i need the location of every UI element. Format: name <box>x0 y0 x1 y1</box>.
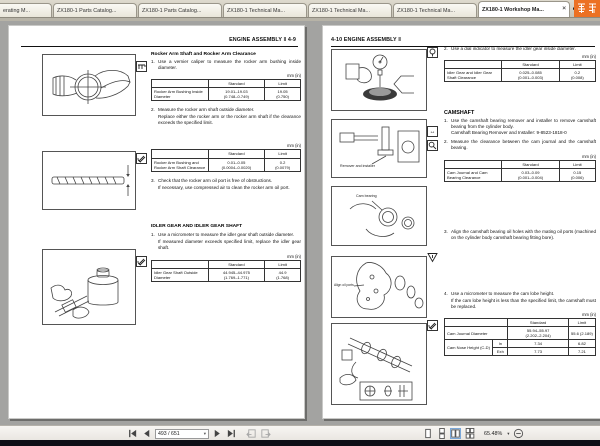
sub-label: In <box>493 340 508 348</box>
step-note: If necessary, use compressed air to clean the rocker arm oil port. <box>158 184 290 190</box>
cam-lobe-micrometer-drawing <box>332 324 426 404</box>
step-number: 2. <box>444 46 448 51</box>
col-standard: Standard <box>208 260 265 268</box>
micrometer-icon <box>427 320 438 331</box>
unit-label: mm (in) <box>287 73 301 79</box>
page-indicator: 493 / 651 <box>158 430 180 437</box>
cam-bearing-label: Cam bearing <box>356 194 377 198</box>
col-standard: Standard <box>208 80 265 88</box>
limit-value: 6.82 <box>568 340 595 348</box>
zoom-dropdown-icon[interactable]: ▾ <box>507 430 510 436</box>
step-text: Measure the rocker arm shaft outside diameter. <box>158 107 255 113</box>
align-oil-ports-drawing <box>332 257 426 317</box>
figure-cam-bearing <box>331 186 427 246</box>
cam-journal-clearance-table <box>444 160 596 182</box>
row-label: Rocker Arm Bushing Inside Diameter <box>152 88 209 101</box>
pdf-page-right <box>322 25 600 419</box>
standard-value: 19.01–19.03 (0.748–0.749) <box>208 88 265 101</box>
step-number: 3. <box>151 177 155 183</box>
left-page-text-column <box>151 52 301 282</box>
step-note: Replace either the rocker arm or the rocker arm shaft if the clearance exceeds the specified limit. <box>158 114 301 126</box>
step-text: Use the camshaft bearing remover and installer to remove camshaft bearing from the cylinder body. <box>451 118 596 130</box>
next-view-button[interactable] <box>260 428 271 439</box>
row-label: Cam Journal Diameter <box>445 327 508 340</box>
figure-rocker-arm-shaft <box>42 151 136 210</box>
limit-value: 7.21 <box>568 348 595 356</box>
col-standard: Standard <box>508 318 568 326</box>
table-corner <box>445 61 502 69</box>
special-tool-note: Camshaft Bearing Remover and Installer: 9-8523-1818-0 <box>451 130 567 136</box>
step-number: 4. <box>444 290 448 296</box>
limit-value: 55.6 (2.189) <box>568 327 595 340</box>
tab-label: ZX180-1 Parts Catalog... <box>57 7 117 14</box>
unit-label: mm (in) <box>287 143 301 149</box>
remover-installer-label: Remover and installer <box>340 164 375 168</box>
tab-bar <box>0 0 600 18</box>
alignment-warning-icon <box>427 252 438 263</box>
step <box>444 229 596 241</box>
figure-cam-lobe-micrometer <box>331 323 427 405</box>
facing-view-button-active[interactable] <box>450 428 461 439</box>
standard-value: 7.73 <box>508 348 568 356</box>
previous-view-button[interactable] <box>246 428 257 439</box>
figure-dial-indicator <box>331 49 427 111</box>
step <box>151 232 301 238</box>
step-note: If measured diameter exceeds specified limit, replace the idler gear shaft. <box>158 238 301 250</box>
step-text: Use a micrometer to measure the idler gear shaft outside diameter. <box>158 231 295 237</box>
page-dropdown-icon[interactable]: ▾ <box>203 430 206 436</box>
limit-value: 0.2 (0.008) <box>559 69 595 82</box>
table-corner <box>445 160 502 168</box>
rocker-clearance-table <box>151 149 301 171</box>
tab-label: ZX180-1 Technical Ma... <box>312 7 371 14</box>
step-text: Use a micrometer to measure the cam lobe height. <box>451 290 555 296</box>
figure-rocker-arm <box>42 54 136 116</box>
unit-label: mm (in) <box>582 54 596 60</box>
limit-value: 19.05 (0.750) <box>265 88 301 101</box>
tab-label: ZX180-1 Technical Ma... <box>227 7 286 14</box>
zoom-level: 65.48% <box>484 430 503 437</box>
step <box>444 46 596 52</box>
unit-label: mm (in) <box>582 311 596 317</box>
tab-parts-catalog-2[interactable] <box>138 3 222 17</box>
step-number: 2. <box>444 139 448 145</box>
step-number: 1. <box>151 231 155 237</box>
standard-value: 0.025–0.085 (0.001–0.003) <box>502 69 559 82</box>
unit-label: mm (in) <box>582 153 596 159</box>
idler-clearance-table <box>444 60 596 82</box>
step-text: Use a vernier caliper to measure the rocker arm bushing inside diameter. <box>158 59 301 71</box>
row-label: Idler Gear and Idler Gear Shaft Clearance <box>445 69 502 82</box>
tab-technical-manual-3[interactable] <box>393 3 477 17</box>
limit-value: 0.15 (0.006) <box>559 168 595 181</box>
row-label: Cam Nose Height (C-D) <box>445 340 493 356</box>
step-number: 3. <box>444 228 448 234</box>
previous-page-button[interactable] <box>141 428 152 439</box>
table-corner <box>152 150 209 158</box>
step <box>151 59 301 71</box>
foxit-logo-glyphs <box>577 2 597 15</box>
align-oil-ports-label: Align oil ports <box>334 283 354 287</box>
step-text: Measure the clearance between the cam journal and the camshaft bearing. <box>451 139 596 151</box>
col-standard: Standard <box>208 150 265 158</box>
standard-value: 7.34 <box>508 340 568 348</box>
tab-label: ZX180-1 Workshop Ma... <box>482 6 544 13</box>
pdf-page-left <box>8 25 305 419</box>
step-text: Check that the rocker arm oil port is free of obstructions. <box>158 177 273 183</box>
step-number: 1. <box>151 59 155 64</box>
rocker-arm-drawing <box>43 55 135 115</box>
tab-workshop-manual-active[interactable] <box>478 1 570 17</box>
step <box>444 118 596 130</box>
col-standard: Standard <box>502 61 559 69</box>
cam-bearing-drawing <box>332 187 426 245</box>
left-page-header: ENGINE ASSEMBLY ‖ 4-9 <box>229 37 296 43</box>
step-number: 1. <box>444 118 448 124</box>
micrometer-icon <box>136 153 147 164</box>
camshaft-section-heading: CAMSHAFT <box>444 110 475 117</box>
taskbar-edge <box>0 440 600 446</box>
standard-value: 55.94–55.97 (2.202–2.204) <box>508 327 568 340</box>
col-limit: Limit <box>559 160 595 168</box>
limit-value: 44.9 (1.768) <box>265 268 301 281</box>
step <box>444 139 596 151</box>
rocker-bushing-table <box>151 79 301 101</box>
tab-operating-manual[interactable] <box>0 3 52 17</box>
standard-value: 44.945–44.975 (1.769–1.771) <box>208 268 265 281</box>
first-page-button[interactable] <box>127 428 138 439</box>
step-text: Use a dial indicator to measure the idler gear inside diameter. <box>451 46 576 51</box>
row-label: Cam Journal and Cam Bearing Clearance <box>445 168 502 181</box>
dial-indicator-drawing <box>332 50 426 110</box>
tab-parts-catalog-1[interactable] <box>53 3 137 17</box>
tab-close-icon[interactable]: × <box>562 5 566 13</box>
sub-label: Exh <box>493 348 508 356</box>
figure-idler-gear-micrometer <box>42 249 136 325</box>
col-standard: Standard <box>502 160 559 168</box>
tab-technical-manual-1[interactable] <box>223 3 307 17</box>
col-limit: Limit <box>265 260 301 268</box>
col-limit: Limit <box>559 61 595 69</box>
document-area[interactable] <box>0 18 600 425</box>
standard-value: 0.03–0.09 (0.001–0.004) <box>502 168 559 181</box>
figure-bearing-remover <box>331 119 427 178</box>
idler-gear-micrometer-drawing <box>43 250 135 324</box>
remove-icon: ↔ <box>427 126 438 137</box>
bearing-remover-drawing <box>332 120 426 177</box>
inspect-icon <box>427 140 438 151</box>
header-rule <box>21 46 298 47</box>
standard-value: 0.01–0.05 (0.0004–0.0020) <box>208 158 265 171</box>
table-corner <box>152 260 209 268</box>
rocker-section-heading: Rocker Arm Shaft and Rocker Arm Clearance <box>151 52 256 57</box>
table-corner <box>445 318 508 326</box>
col-limit: Limit <box>568 318 595 326</box>
step-note: If the cam lobe height is less than the specified limit, the camshaft must be replaced. <box>451 297 596 309</box>
vernier-caliper-icon <box>136 61 147 72</box>
col-limit: Limit <box>265 80 301 88</box>
page-number-input[interactable] <box>155 429 209 439</box>
continuous-view-button[interactable] <box>436 428 447 439</box>
step <box>151 107 301 113</box>
unit-label: mm (in) <box>287 253 301 259</box>
step <box>444 291 596 297</box>
single-page-view-button[interactable] <box>422 428 433 439</box>
tab-label: ZX180-1 Technical Ma... <box>397 7 456 14</box>
table-corner <box>152 80 209 88</box>
step-number: 2. <box>151 107 155 113</box>
status-bar <box>0 425 600 441</box>
tab-label: ZX180-1 Parts Catalog... <box>142 7 202 14</box>
right-page-text-column <box>444 46 596 356</box>
step-text: Align the camshaft bearing oil holes with the mating oil ports (machined on the cylinder body camshaft bearing fitting bore). <box>451 228 596 240</box>
step <box>151 178 301 184</box>
dial-indicator-icon <box>427 47 438 58</box>
cam-lobe-table <box>444 318 596 356</box>
row-label: Idler Gear Shaft Outside Diameter <box>152 268 209 281</box>
zoom-out-button[interactable] <box>513 428 524 439</box>
micrometer-icon <box>136 256 147 267</box>
foxit-brand-badge[interactable] <box>574 0 600 17</box>
idler-section-heading: IDLER GEAR AND IDLER GEAR SHAFT <box>151 223 243 229</box>
tab-label: erating M... <box>3 7 30 14</box>
next-page-button[interactable] <box>212 428 223 439</box>
row-label: Rocker Arm Bushing and Rocker Arm Shaft Clearance <box>152 158 209 171</box>
rocker-arm-shaft-drawing <box>43 152 135 209</box>
right-page-header: 4-10 ENGINE ASSEMBLY ‖ <box>331 37 401 43</box>
figure-align-oil-ports <box>331 256 427 318</box>
limit-value: 0.2 (0.0079) <box>265 158 301 171</box>
facing-continuous-view-button[interactable] <box>464 428 475 439</box>
idler-shaft-table <box>151 260 301 282</box>
tab-technical-manual-2[interactable] <box>308 3 392 17</box>
col-limit: Limit <box>265 150 301 158</box>
last-page-button[interactable] <box>226 428 237 439</box>
